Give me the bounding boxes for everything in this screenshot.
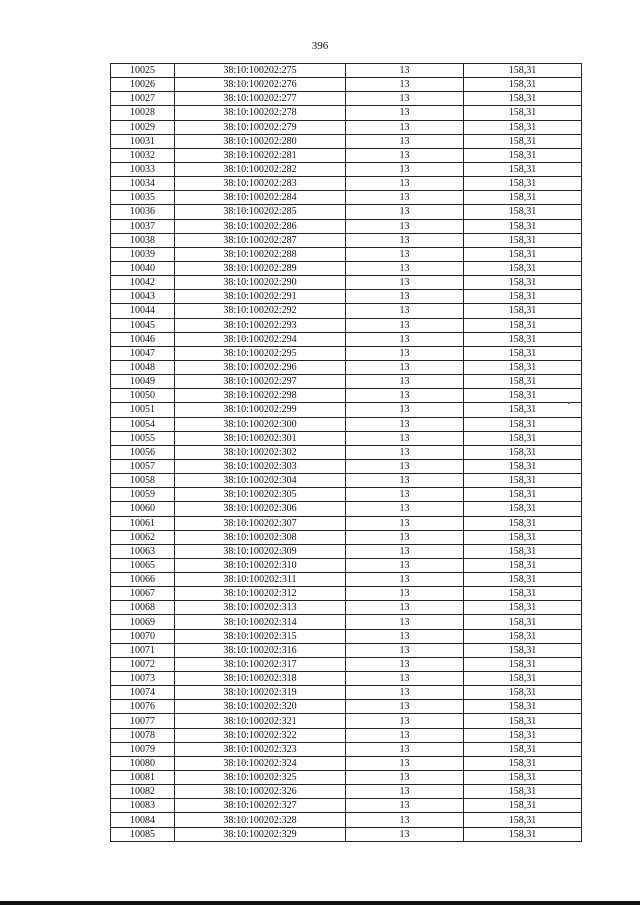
record-number-cell: 10050 <box>111 389 175 403</box>
quantity-cell: 13 <box>346 276 464 290</box>
record-number-cell: 10055 <box>111 431 175 445</box>
quantity-cell: 13 <box>346 672 464 686</box>
quantity-cell: 13 <box>346 332 464 346</box>
record-number-cell: 10026 <box>111 78 175 92</box>
cadastral-number-cell: 38:10:100202:307 <box>175 516 346 530</box>
cadastral-number-cell: 38:10:100202:315 <box>175 629 346 643</box>
value-cell: 158,31 <box>464 389 582 403</box>
record-number-cell: 10048 <box>111 360 175 374</box>
quantity-cell: 13 <box>346 728 464 742</box>
value-cell: 158,31 <box>464 601 582 615</box>
value-cell: 158,31 <box>464 431 582 445</box>
quantity-cell: 13 <box>346 64 464 78</box>
table-row <box>111 601 582 615</box>
value-cell: 158,31 <box>464 346 582 360</box>
table-row <box>111 205 582 219</box>
table-row <box>111 573 582 587</box>
quantity-cell: 13 <box>346 134 464 148</box>
cadastral-number-cell: 38:10:100202:323 <box>175 742 346 756</box>
table-row <box>111 219 582 233</box>
value-cell: 158,31 <box>464 177 582 191</box>
table-row <box>111 276 582 290</box>
cadastral-number-cell: 38:10:100202:295 <box>175 346 346 360</box>
record-number-cell: 10079 <box>111 742 175 756</box>
table-row <box>111 544 582 558</box>
record-number-cell: 10081 <box>111 771 175 785</box>
record-number-cell: 10073 <box>111 672 175 686</box>
record-number-cell: 10031 <box>111 134 175 148</box>
value-cell: 158,31 <box>464 728 582 742</box>
value-cell: 158,31 <box>464 304 582 318</box>
quantity-cell: 13 <box>346 544 464 558</box>
quantity-cell: 13 <box>346 474 464 488</box>
record-number-cell: 10066 <box>111 573 175 587</box>
record-number-cell: 10082 <box>111 785 175 799</box>
quantity-cell: 13 <box>346 615 464 629</box>
record-number-cell: 10078 <box>111 728 175 742</box>
cadastral-number-cell: 38:10:100202:306 <box>175 502 346 516</box>
record-number-cell: 10042 <box>111 276 175 290</box>
cadastral-number-cell: 38:10:100202:286 <box>175 219 346 233</box>
cadastral-number-cell: 38:10:100202:325 <box>175 771 346 785</box>
value-cell: 158,31 <box>464 276 582 290</box>
cadastral-number-cell: 38:10:100202:282 <box>175 162 346 176</box>
record-number-cell: 10056 <box>111 445 175 459</box>
record-number-cell: 10033 <box>111 162 175 176</box>
record-number-cell: 10084 <box>111 813 175 827</box>
table-row <box>111 304 582 318</box>
value-cell: 158,31 <box>464 587 582 601</box>
cadastral-number-cell: 38:10:100202:285 <box>175 205 346 219</box>
value-cell: 158,31 <box>464 205 582 219</box>
cadastral-number-cell: 38:10:100202:288 <box>175 247 346 261</box>
table-row <box>111 742 582 756</box>
value-cell: 158,31 <box>464 813 582 827</box>
record-number-cell: 10074 <box>111 686 175 700</box>
table-row <box>111 120 582 134</box>
value-cell: 158,31 <box>464 318 582 332</box>
quantity-cell: 13 <box>346 191 464 205</box>
cadastral-number-cell: 38:10:100202:299 <box>175 403 346 417</box>
record-number-cell: 10067 <box>111 587 175 601</box>
cadastral-number-cell: 38:10:100202:314 <box>175 615 346 629</box>
value-cell: 158,31 <box>464 191 582 205</box>
cadastral-number-cell: 38:10:100202:327 <box>175 799 346 813</box>
table-row <box>111 431 582 445</box>
quantity-cell: 13 <box>346 629 464 643</box>
quantity-cell: 13 <box>346 643 464 657</box>
cadastral-number-cell: 38:10:100202:284 <box>175 191 346 205</box>
record-number-cell: 10085 <box>111 827 175 841</box>
cadastral-number-cell: 38:10:100202:300 <box>175 417 346 431</box>
table-row <box>111 177 582 191</box>
value-cell: 158,31 <box>464 516 582 530</box>
record-number-cell: 10071 <box>111 643 175 657</box>
quantity-cell: 13 <box>346 799 464 813</box>
value-cell: 158,31 <box>464 78 582 92</box>
value-cell: 158,31 <box>464 530 582 544</box>
cadastral-number-cell: 38:10:100202:310 <box>175 558 346 572</box>
record-number-cell: 10072 <box>111 657 175 671</box>
table-row <box>111 403 582 417</box>
table-row <box>111 756 582 770</box>
record-number-cell: 10035 <box>111 191 175 205</box>
quantity-cell: 13 <box>346 219 464 233</box>
value-cell: 158,31 <box>464 615 582 629</box>
record-number-cell: 10070 <box>111 629 175 643</box>
value-cell: 158,31 <box>464 573 582 587</box>
table-row <box>111 827 582 841</box>
record-number-cell: 10039 <box>111 247 175 261</box>
value-cell: 158,31 <box>464 290 582 304</box>
cadastral-number-cell: 38:10:100202:287 <box>175 233 346 247</box>
value-cell: 158,31 <box>464 799 582 813</box>
cadastral-number-cell: 38:10:100202:275 <box>175 64 346 78</box>
table-row <box>111 134 582 148</box>
table-row <box>111 657 582 671</box>
cadastral-number-cell: 38:10:100202:294 <box>175 332 346 346</box>
cadastral-number-cell: 38:10:100202:318 <box>175 672 346 686</box>
cadastral-number-cell: 38:10:100202:319 <box>175 686 346 700</box>
cadastral-number-cell: 38:10:100202:278 <box>175 106 346 120</box>
value-cell: 158,31 <box>464 756 582 770</box>
value-cell: 158,31 <box>464 785 582 799</box>
table-row <box>111 375 582 389</box>
value-cell: 158,31 <box>464 106 582 120</box>
quantity-cell: 13 <box>346 162 464 176</box>
value-cell: 158,31 <box>464 417 582 431</box>
cadastral-number-cell: 38:10:100202:320 <box>175 700 346 714</box>
cadastral-number-cell: 38:10:100202:305 <box>175 488 346 502</box>
record-number-cell: 10076 <box>111 700 175 714</box>
quantity-cell: 13 <box>346 700 464 714</box>
quantity-cell: 13 <box>346 346 464 360</box>
value-cell: 158,31 <box>464 247 582 261</box>
table-row <box>111 191 582 205</box>
cadastral-number-cell: 38:10:100202:321 <box>175 714 346 728</box>
cadastral-number-cell: 38:10:100202:292 <box>175 304 346 318</box>
table-row <box>111 318 582 332</box>
record-number-cell: 10083 <box>111 799 175 813</box>
quantity-cell: 13 <box>346 573 464 587</box>
value-cell: 158,31 <box>464 742 582 756</box>
record-number-cell: 10025 <box>111 64 175 78</box>
record-number-cell: 10027 <box>111 92 175 106</box>
cadastral-number-cell: 38:10:100202:304 <box>175 474 346 488</box>
cadastral-number-cell: 38:10:100202:289 <box>175 261 346 275</box>
table-row <box>111 643 582 657</box>
value-cell: 158,31 <box>464 403 582 417</box>
value-cell: 158,31 <box>464 261 582 275</box>
quantity-cell: 13 <box>346 459 464 473</box>
table-row <box>111 290 582 304</box>
record-number-cell: 10057 <box>111 459 175 473</box>
cadastral-number-cell: 38:10:100202:280 <box>175 134 346 148</box>
cadastral-number-cell: 38:10:100202:316 <box>175 643 346 657</box>
record-number-cell: 10062 <box>111 530 175 544</box>
cadastral-number-cell: 38:10:100202:276 <box>175 78 346 92</box>
value-cell: 158,31 <box>464 771 582 785</box>
quantity-cell: 13 <box>346 261 464 275</box>
quantity-cell: 13 <box>346 78 464 92</box>
value-cell: 158,31 <box>464 375 582 389</box>
table-row <box>111 474 582 488</box>
record-number-cell: 10047 <box>111 346 175 360</box>
quantity-cell: 13 <box>346 686 464 700</box>
value-cell: 158,31 <box>464 629 582 643</box>
record-number-cell: 10045 <box>111 318 175 332</box>
record-number-cell: 10054 <box>111 417 175 431</box>
scan-edge-bar <box>0 901 640 905</box>
quantity-cell: 13 <box>346 148 464 162</box>
table-row <box>111 714 582 728</box>
table-row <box>111 389 582 403</box>
table-body <box>111 64 582 842</box>
quantity-cell: 13 <box>346 290 464 304</box>
table-row <box>111 771 582 785</box>
cadastral-number-cell: 38:10:100202:326 <box>175 785 346 799</box>
quantity-cell: 13 <box>346 205 464 219</box>
quantity-cell: 13 <box>346 247 464 261</box>
value-cell: 158,31 <box>464 827 582 841</box>
value-cell: 158,31 <box>464 714 582 728</box>
record-number-cell: 10069 <box>111 615 175 629</box>
quantity-cell: 13 <box>346 177 464 191</box>
table-row <box>111 162 582 176</box>
table-row <box>111 92 582 106</box>
value-cell: 158,31 <box>464 488 582 502</box>
table-row <box>111 700 582 714</box>
table-row <box>111 516 582 530</box>
value-cell: 158,31 <box>464 544 582 558</box>
record-number-cell: 10032 <box>111 148 175 162</box>
value-cell: 158,31 <box>464 360 582 374</box>
quantity-cell: 13 <box>346 601 464 615</box>
table-row <box>111 78 582 92</box>
cadastral-number-cell: 38:10:100202:281 <box>175 148 346 162</box>
cadastral-number-cell: 38:10:100202:279 <box>175 120 346 134</box>
quantity-cell: 13 <box>346 389 464 403</box>
record-number-cell: 10036 <box>111 205 175 219</box>
table-row <box>111 459 582 473</box>
table-row <box>111 360 582 374</box>
quantity-cell: 13 <box>346 813 464 827</box>
value-cell: 158,31 <box>464 700 582 714</box>
table-row <box>111 417 582 431</box>
table-row <box>111 247 582 261</box>
value-cell: 158,31 <box>464 502 582 516</box>
quantity-cell: 13 <box>346 714 464 728</box>
record-number-cell: 10034 <box>111 177 175 191</box>
cadastral-number-cell: 38:10:100202:309 <box>175 544 346 558</box>
value-cell: 158,31 <box>464 474 582 488</box>
value-cell: 158,31 <box>464 64 582 78</box>
record-number-cell: 10028 <box>111 106 175 120</box>
value-cell: 158,31 <box>464 459 582 473</box>
record-number-cell: 10037 <box>111 219 175 233</box>
quantity-cell: 13 <box>346 657 464 671</box>
table-row <box>111 672 582 686</box>
record-number-cell: 10059 <box>111 488 175 502</box>
record-number-cell: 10051 <box>111 403 175 417</box>
quantity-cell: 13 <box>346 375 464 389</box>
cadastral-number-cell: 38:10:100202:308 <box>175 530 346 544</box>
table-row <box>111 332 582 346</box>
table-row <box>111 445 582 459</box>
value-cell: 158,31 <box>464 233 582 247</box>
table-row <box>111 558 582 572</box>
cadastral-number-cell: 38:10:100202:313 <box>175 601 346 615</box>
value-cell: 158,31 <box>464 643 582 657</box>
record-number-cell: 10046 <box>111 332 175 346</box>
cadastral-number-cell: 38:10:100202:277 <box>175 92 346 106</box>
quantity-cell: 13 <box>346 403 464 417</box>
value-cell: 158,31 <box>464 148 582 162</box>
record-number-cell: 10080 <box>111 756 175 770</box>
quantity-cell: 13 <box>346 106 464 120</box>
quantity-cell: 13 <box>346 742 464 756</box>
value-cell: 158,31 <box>464 672 582 686</box>
value-cell: 158,31 <box>464 162 582 176</box>
table-row <box>111 728 582 742</box>
quantity-cell: 13 <box>346 360 464 374</box>
quantity-cell: 13 <box>346 785 464 799</box>
table-row <box>111 587 582 601</box>
quantity-cell: 13 <box>346 318 464 332</box>
cadastral-number-cell: 38:10:100202:297 <box>175 375 346 389</box>
table-row <box>111 813 582 827</box>
cadastral-number-cell: 38:10:100202:329 <box>175 827 346 841</box>
value-cell: 158,31 <box>464 332 582 346</box>
record-number-cell: 10068 <box>111 601 175 615</box>
record-number-cell: 10043 <box>111 290 175 304</box>
table-row <box>111 261 582 275</box>
record-number-cell: 10029 <box>111 120 175 134</box>
cadastral-number-cell: 38:10:100202:293 <box>175 318 346 332</box>
table-row <box>111 64 582 78</box>
cadastral-number-cell: 38:10:100202:283 <box>175 177 346 191</box>
table-row <box>111 502 582 516</box>
cadastral-number-cell: 38:10:100202:317 <box>175 657 346 671</box>
quantity-cell: 13 <box>346 771 464 785</box>
table-row <box>111 629 582 643</box>
value-cell: 158,31 <box>464 686 582 700</box>
quantity-cell: 13 <box>346 233 464 247</box>
value-cell: 158,31 <box>464 92 582 106</box>
quantity-cell: 13 <box>346 516 464 530</box>
quantity-cell: 13 <box>346 756 464 770</box>
cadastral-number-cell: 38:10:100202:324 <box>175 756 346 770</box>
quantity-cell: 13 <box>346 417 464 431</box>
value-cell: 158,31 <box>464 558 582 572</box>
table-row <box>111 106 582 120</box>
table-row <box>111 686 582 700</box>
scan-speck <box>568 402 570 404</box>
quantity-cell: 13 <box>346 431 464 445</box>
record-number-cell: 10077 <box>111 714 175 728</box>
table-row <box>111 233 582 247</box>
cadastral-number-cell: 38:10:100202:312 <box>175 587 346 601</box>
quantity-cell: 13 <box>346 120 464 134</box>
record-number-cell: 10049 <box>111 375 175 389</box>
page-number: 396 <box>311 40 329 52</box>
table-row <box>111 346 582 360</box>
cadastral-number-cell: 38:10:100202:303 <box>175 459 346 473</box>
cadastral-number-cell: 38:10:100202:301 <box>175 431 346 445</box>
value-cell: 158,31 <box>464 134 582 148</box>
record-number-cell: 10040 <box>111 261 175 275</box>
record-number-cell: 10060 <box>111 502 175 516</box>
quantity-cell: 13 <box>346 502 464 516</box>
cadastral-number-cell: 38:10:100202:296 <box>175 360 346 374</box>
value-cell: 158,31 <box>464 445 582 459</box>
cadastral-number-cell: 38:10:100202:302 <box>175 445 346 459</box>
table-row <box>111 615 582 629</box>
cadastral-number-cell: 38:10:100202:291 <box>175 290 346 304</box>
cadastral-number-cell: 38:10:100202:311 <box>175 573 346 587</box>
value-cell: 158,31 <box>464 657 582 671</box>
table-row <box>111 785 582 799</box>
value-cell: 158,31 <box>464 120 582 134</box>
record-number-cell: 10061 <box>111 516 175 530</box>
quantity-cell: 13 <box>346 558 464 572</box>
value-cell: 158,31 <box>464 219 582 233</box>
table-row <box>111 148 582 162</box>
cadastral-number-cell: 38:10:100202:322 <box>175 728 346 742</box>
quantity-cell: 13 <box>346 445 464 459</box>
table-row <box>111 799 582 813</box>
record-number-cell: 10058 <box>111 474 175 488</box>
quantity-cell: 13 <box>346 530 464 544</box>
cadastral-number-cell: 38:10:100202:298 <box>175 389 346 403</box>
cadastral-number-cell: 38:10:100202:290 <box>175 276 346 290</box>
quantity-cell: 13 <box>346 827 464 841</box>
quantity-cell: 13 <box>346 587 464 601</box>
quantity-cell: 13 <box>346 488 464 502</box>
data-table <box>110 63 582 842</box>
quantity-cell: 13 <box>346 92 464 106</box>
table-row <box>111 488 582 502</box>
quantity-cell: 13 <box>346 304 464 318</box>
record-number-cell: 10038 <box>111 233 175 247</box>
record-number-cell: 10063 <box>111 544 175 558</box>
record-number-cell: 10044 <box>111 304 175 318</box>
table-row <box>111 530 582 544</box>
record-number-cell: 10065 <box>111 558 175 572</box>
cadastral-number-cell: 38:10:100202:328 <box>175 813 346 827</box>
